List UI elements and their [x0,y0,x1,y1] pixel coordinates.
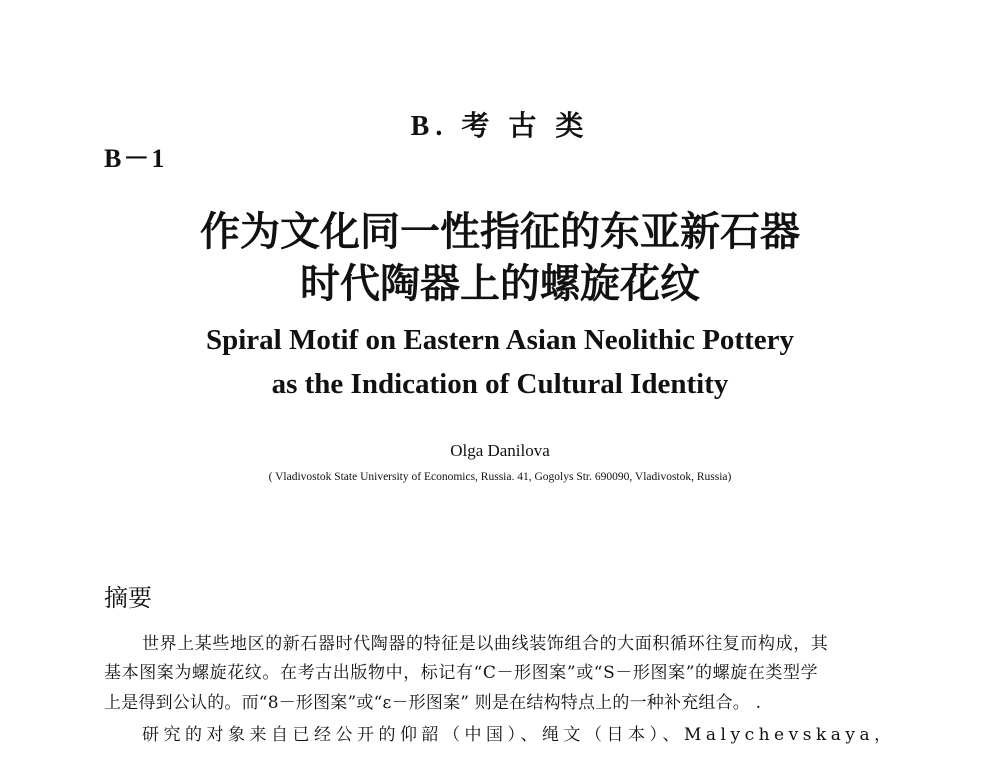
english-title-line-1: Spiral Motif on Eastern Asian Neolithic Pottery [205,324,794,356]
abstract-heading: 摘要 [104,584,152,612]
chinese-title-line-1: 作为文化同一性指征的东亚新石器 [200,208,800,255]
abstract-line-3: 上是得到公认的。而“8－形图案”或“ε－形图案” 则是在结构特点上的一种补充组合。 . [104,693,762,713]
abstract-line-1: 世界上某些地区的新石器时代陶器的特征是以曲线装饰组合的大面积循环往复而构成，其 [142,634,829,654]
author-affiliation: ( Vladivostok State University of Economics, Russia. 41, Gogolys Str. 690090, Vladivostok, Russia) [268,471,732,483]
abstract-line-2: 基本图案为螺旋花纹。在考古出版物中，标记有“C－形图案”或“S－形图案”的螺旋在类型学 [104,663,819,683]
article-code: B－1 [104,144,167,173]
section-heading: B. 考 古 类 [410,111,590,142]
english-title-line-2: as the Indication of Cultural Identity [271,368,729,400]
abstract-line-4: 研究的对象来自已经公开的仰韶（中国）、绳文（日本）、Malychevskaya， [142,725,896,745]
chinese-title-line-2: 时代陶器上的螺旋花纹 [300,260,700,307]
author-name: Olga Danilova [450,441,550,460]
